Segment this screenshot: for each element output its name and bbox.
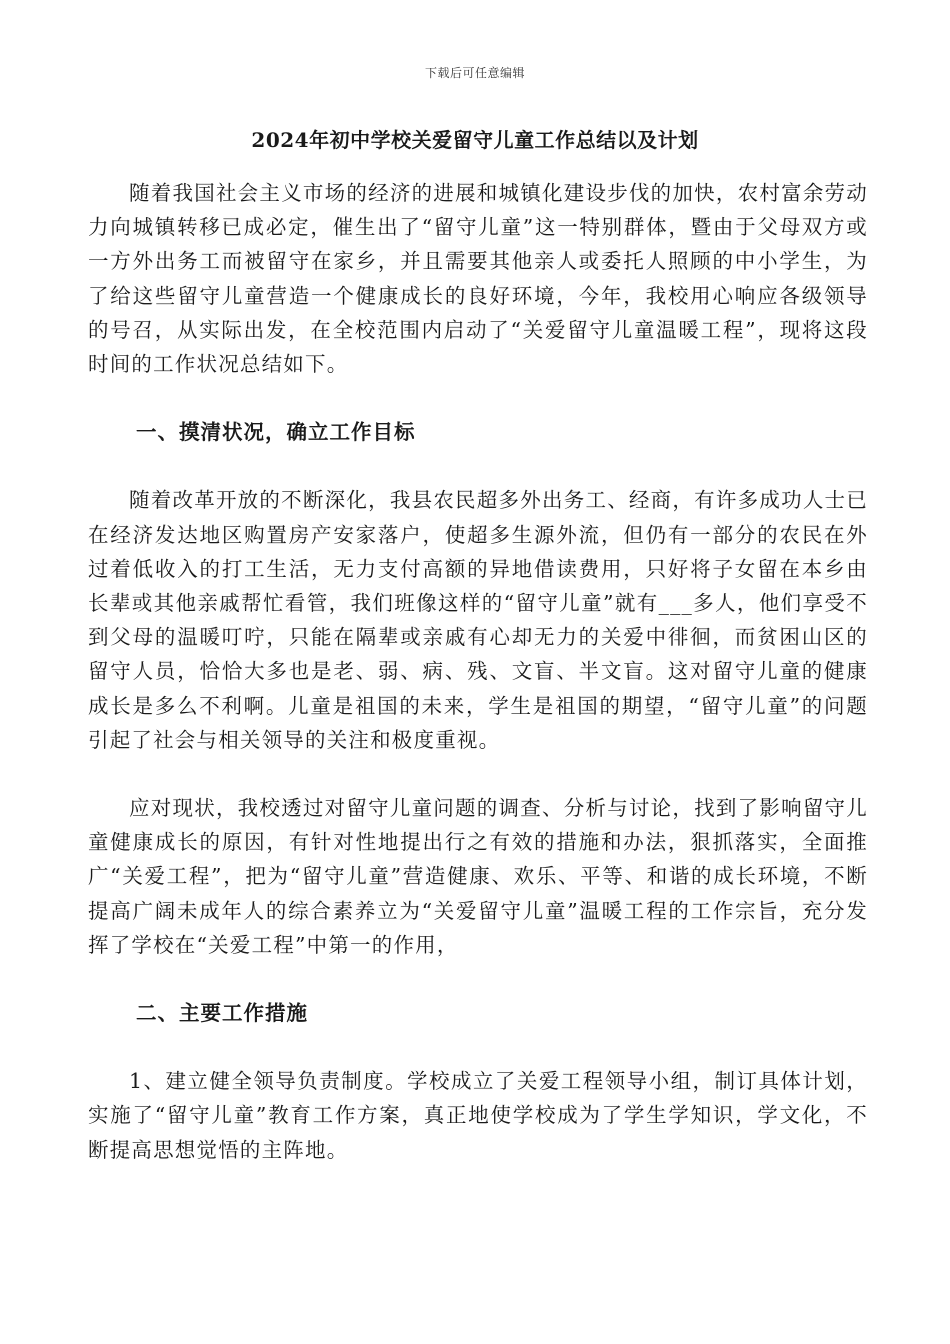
header-note: 下载后可任意编辑 — [424, 66, 525, 80]
paragraph-1: 随着改革开放的不断深化，我县农民超多外出务工、经商，有许多成功人士已在经济发达地区购置房产安家落户，使超多生源外流，但仍有一部分的农民在外过着低收入的打工生活，无力支付高额的异地借读费用，只好将子女留在本乡由长辈或其他亲戚帮忙看管，我们班像这样的“留守儿童”就有___多人，他们享受不到父母的温暖叮咛，只能在隔辈或亲戚有心却无力的关爱中徘徊，而贫困山区的留守人员，恰恰大多也是老、弱、病、残、文盲、半文盲。这对留守儿童的健康成长是多么不利啊。儿童是祖国的未来，学生是祖国的期望，“留守儿童”的问题引起了社会与相关领导的关注和极度重视。 — [88, 488, 868, 752]
paragraph-2: 应对现状，我校透过对留守儿童问题的调查、分析与讨论，找到了影响留守儿童健康成长的原因，有针对性地提出行之有效的措施和办法，狠抓落实，全面推广“关爱工程”，把为“留守儿童”营造健康、欢乐、平等、和谐的成长环境，不断提高广阔未成年人的综合素养立为“关爱留守儿童”温暖工程的工作宗旨，充分发挥了学校在“关爱工程”中第一的作用， — [88, 796, 868, 957]
intro-paragraph: 随着我国社会主义市场的经济的进展和城镇化建设步伐的加快，农村富余劳动力向城镇转移已成必定，催生出了“留守儿童”这一特别群体，暨由于父母双方或一方外出务工而被留守在家乡，并且需要其他亲人或委托人照顾的中小学生，为了给这些留守儿童营造一个健康成长的良好环境，今年，我校用心响应各级领导的号召，从实际出发，在全校范围内启动了“关爱留守儿童温暖工程”，现将这段时间的工作状况总结如下。 — [88, 181, 868, 377]
section-heading-1: 一、摸清状况，确立工作目标 — [136, 420, 416, 445]
document-title: 2024年初中学校关爱留守儿童工作总结以及计划 — [251, 128, 699, 152]
paragraph-3: 1、建立健全领导负责制度。学校成立了关爱工程领导小组，制订具体计划，实施了“留守儿童”教育工作方案，真正地使学校成为了学生学知识，学文化，不断提高思想觉悟的主阵地。 — [88, 1069, 868, 1162]
document-body — [88, 176, 868, 1167]
section-heading-2: 二、主要工作措施 — [136, 1001, 308, 1026]
